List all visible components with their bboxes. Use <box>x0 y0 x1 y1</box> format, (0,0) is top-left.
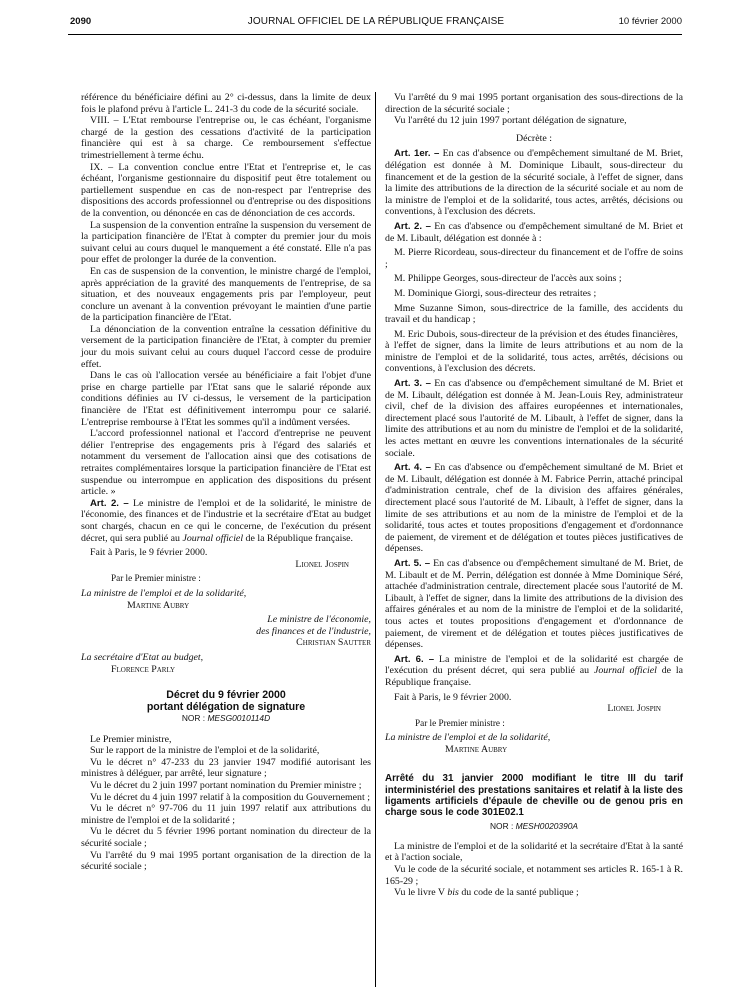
fait-a-paris: Fait à Paris, le 9 février 2000. <box>394 691 512 703</box>
visa: Vu le code de la sécurité sociale, et notamment ses articles R. 165-1 à R. 165-29 ; <box>385 864 683 887</box>
paragraph: La ministre de l'emploi et de la solidarité et la secrétaire d'Etat à la santé et à l'action sociale, <box>385 840 683 864</box>
article-2: Art. 2. – En cas d'absence ou d'empêchement simultané de M. Briet et de M. Libault, délégation est donnée à : <box>385 220 683 244</box>
minister-name: Martine Aubry <box>445 743 508 755</box>
minister-name: Martine Aubry <box>127 599 190 611</box>
delegate-item: M. Pierre Ricordeau, sous-directeur du financement et de l'offre de soins ; <box>385 247 683 270</box>
minister-title: La secrétaire d'Etat au budget, <box>81 651 204 663</box>
minister-name: Christian Sautter <box>296 637 371 649</box>
minister-title: La ministre de l'emploi et de la solidarité, <box>385 732 551 744</box>
signer-name: Lionel Jospin <box>607 703 661 715</box>
delegate-item: M. Dominique Giorgi, sous-directeur des retraites ; <box>394 287 597 299</box>
nor-reference: NOR : MESG0010114D <box>181 713 271 724</box>
article-1: Art. 1er. – En cas d'absence ou d'empêchement simultané de M. Briet, délégation est donnée à M. Dominique Libault, sous-directeur du financement et de la gestion de la sécurité sociale, à l'effet de signer, dans la limite des attributions de la direction de la sécurité sociale et au nom de la ministre de l'emploi et de la solidarité, tous actes, arrêtés, décisions ou conventions, à l'exclusion des décrets. <box>385 148 684 218</box>
paragraph: La dénonciation de la convention entraîne la cessation définitive du versement de la participation financière de l'Etat, à compter du premier jour du mois suivant celui au cours duquel l'accord cesse de produire effet. <box>81 323 371 370</box>
visa: Vu le décret n° 47-233 du 23 janvier 1947 modifié autorisant les ministres à déléguer, par arrêté, leur signature ; <box>81 756 371 780</box>
article-4: Art. 4. – En cas d'absence ou d'empêchement simultané de M. Briet et de M. Libault, délégation est donnée à M. Fabrice Perrin, attaché principal d'administration centrale, chef de la division des affaires générales, directement placé sous l'autorité de M. Libault, à l'effet de signer, dans la limite de ses attributions et au nom de la ministre de l'emploi et de la solidarité, tous actes et toutes propositions d'engagement et d'ordonnance de paiement, de virement et de délégation et toutes pièces justificatives de dépenses. <box>385 462 683 555</box>
paragraph: référence du bénéficiaire défini au 2° ci-dessus, dans la limite de deux fois le plafond prévu à l'article L. 241-3 du code de la sécurité sociale. <box>81 92 371 115</box>
visa: Vu le décret n° 97-706 du 11 juin 1997 relatif aux attributions du ministre de l'emploi et de la solidarité ; <box>81 803 371 826</box>
delegate-item: Mme Suzanne Simon, sous-directrice de la famille, des accidents du travail et du handicap ; <box>385 302 683 326</box>
column-divider <box>375 92 376 987</box>
arrete-title: Arrêté du 31 janvier 2000 modifiant le titre III du tarif interministériel des prestations sanitaires et relatif à la liste des ligaments artificiels d'épaule de cheville ou de genou pris en charge sous le code 301E02.1 <box>385 773 683 819</box>
decrete: Décrète : <box>516 132 552 144</box>
signer-name: Lionel Jospin <box>295 558 349 570</box>
minister-title: La ministre de l'emploi et de la solidarité, <box>81 587 247 599</box>
header-rule <box>68 34 682 35</box>
visa: Sur le rapport de la ministre de l'emploi et de la solidarité, <box>90 745 320 757</box>
visa: Vu l'arrêté du 9 mai 1995 portant organisation de la direction de la sécurité sociale ; <box>81 849 371 873</box>
right-column <box>385 92 683 899</box>
paragraph: Le Premier ministre, <box>90 733 172 745</box>
decret-subtitle: portant délégation de signature <box>146 701 306 714</box>
visa: Vu le décret du 5 février 1996 portant nomination du directeur de la sécurité sociale ; <box>81 826 371 850</box>
paragraph: IX. – La convention conclue entre l'Etat et l'entreprise et, le cas échéant, l'organisme gestionnaire du dispositif peut être totalement ou partiellement suspendue en cas de non-respect par l'entreprise des dispositions des accords professionnel ou d'entreprise ou des dispositions de la convention, ou dénoncée en cas de dénonciation de ces accords. <box>81 161 371 219</box>
article-3: Art. 3. – En cas d'absence ou d'empêchement simultané de M. Briet et de M. Libault, délégation est donnée à M. Jean-Louis Rey, administrateur civil, chef de la division des affaires européennes et internationales, directement placé sous l'autorité de M. Libault, à l'effet de signer, dans la limite des attributions et au nom du ministre de l'emploi et de la solidarité, les actes mettant en œuvre les conventions internationales de la sécurité sociale. <box>385 378 683 459</box>
paragraph: VIII. – L'Etat rembourse l'entreprise ou, le cas échéant, l'organisme chargé de la gestion des cessations d'activité de la participation financière qui est à sa charge. Ce remboursement s'effectue trimestriellement à terme échu. <box>81 115 371 161</box>
journal-title: JOURNAL OFFICIEL DE LA RÉPUBLIQUE FRANÇAISE <box>247 16 505 27</box>
par-premier-ministre: Par le Premier ministre : <box>415 717 505 728</box>
paragraph: à l'effet de signer, dans la limite de leurs attributions et au nom de la ministre de l'emploi et de la solidarité, tous actes, arrêtés, décisions ou conventions, à l'exclusion des décrets. <box>385 340 683 375</box>
article-2: Art. 2. – Le ministre de l'emploi et de la solidarité, le ministre de l'économie, des finances et de l'industrie et la secrétaire d'Etat au budget sont chargés, chacun en ce qui le concerne, de l'exécution du présent décret, qui sera publié au Journal officiel de la République française. <box>81 497 371 544</box>
visa: Vu l'arrêté du 12 juin 1997 portant délégation de signature, <box>394 115 627 127</box>
paragraph: En cas de suspension de la convention, le ministre chargé de l'emploi, après appréciation de la gravité des manquements de l'entreprise, de sa situation, et des nouveaux engagements pris par l'employeur, peut conclure un avenant à la convention prévoyant le maintien d'une partie de la participation financière de l'Etat. <box>81 265 371 324</box>
page-header <box>70 16 682 32</box>
visa: Vu le livre V bis du code de la santé publique ; <box>394 887 579 899</box>
paragraph: Dans le cas où l'allocation versée au bénéficiaire a fait l'objet d'une prise en charge partielle par l'Etat sans que le salarié réponde aux conditions définies au IV ci-dessus, le versement de la participation financière de l'Etat est définitivement interrompu pour ce salarié. L'entreprise rembourse à l'Etat les sommes qu'il a indûment versées. <box>81 370 371 428</box>
minister-title: Le ministre de l'économie, <box>267 614 371 626</box>
minister-name: Florence Parly <box>111 663 176 675</box>
fait-a-paris: Fait à Paris, le 9 février 2000. <box>90 547 208 559</box>
decret-title: Décret du 9 février 2000 <box>166 689 286 702</box>
article-label: Art. 2. – <box>90 497 129 509</box>
visa: Vu l'arrêté du 9 mai 1995 portant organisation des sous-directions de la direction de la sécurité sociale ; <box>385 92 683 115</box>
article-6: Art. 6. – La ministre de l'emploi et de la solidarité est chargée de l'exécution du présent décret, qui sera publié au Journal officiel de la République française. <box>385 653 683 688</box>
left-column <box>81 92 371 873</box>
visa: Vu le décret du 4 juin 1997 relatif à la composition du Gouvernement ; <box>90 791 370 803</box>
minister-title: des finances et de l'industrie, <box>256 625 371 637</box>
nor-reference: NOR : MESH0020390A <box>490 821 578 832</box>
delegate-item: M. Philippe Georges, sous-directeur de l'accès aux soins ; <box>394 273 622 285</box>
paragraph: La suspension de la convention entraîne la suspension du versement de la participation financière de l'Etat à compter du premier jour du mois suivant celui au cours duquel le manquement a été constaté. Elle n'a pas pour effet de prolonger la durée de la convention. <box>81 219 371 266</box>
delegate-item: M. Eric Dubois, sous-directeur de la prévision et des études financières, <box>394 328 678 340</box>
issue-date: 10 février 2000 <box>618 16 682 27</box>
paragraph: L'accord professionnel national et l'accord d'entreprise ne peuvent délier l'entreprise des engagements pris à l'égard des salariés et notamment du versement de l'allocation ainsi que des cotisations de retraites complémentaires lorsque la participation financière de l'Etat est suspendue ou interrompue en application des dispositions du présent article. » <box>81 428 371 498</box>
article-5: Art. 5. – En cas d'absence ou d'empêchement simultané de M. Briet, de M. Libault et de M. Perrin, délégation est donnée à Mme Dominique Séré, attachée d'administration centrale, directement placée sous l'autorité de M. Libault, à l'effet de signer, dans la limite des attributions de la division des affaires générales et au nom de la ministre de l'emploi et de la solidarité, tous actes et toutes propositions d'engagement et d'ordonnance de paiement, de virement et de délégation et toutes pièces justificatives de dépenses. <box>385 557 683 651</box>
visa: Vu le décret du 2 juin 1997 portant nomination du Premier ministre ; <box>90 780 362 792</box>
page-number: 2090 <box>70 16 92 27</box>
par-premier-ministre: Par le Premier ministre : <box>111 573 201 584</box>
